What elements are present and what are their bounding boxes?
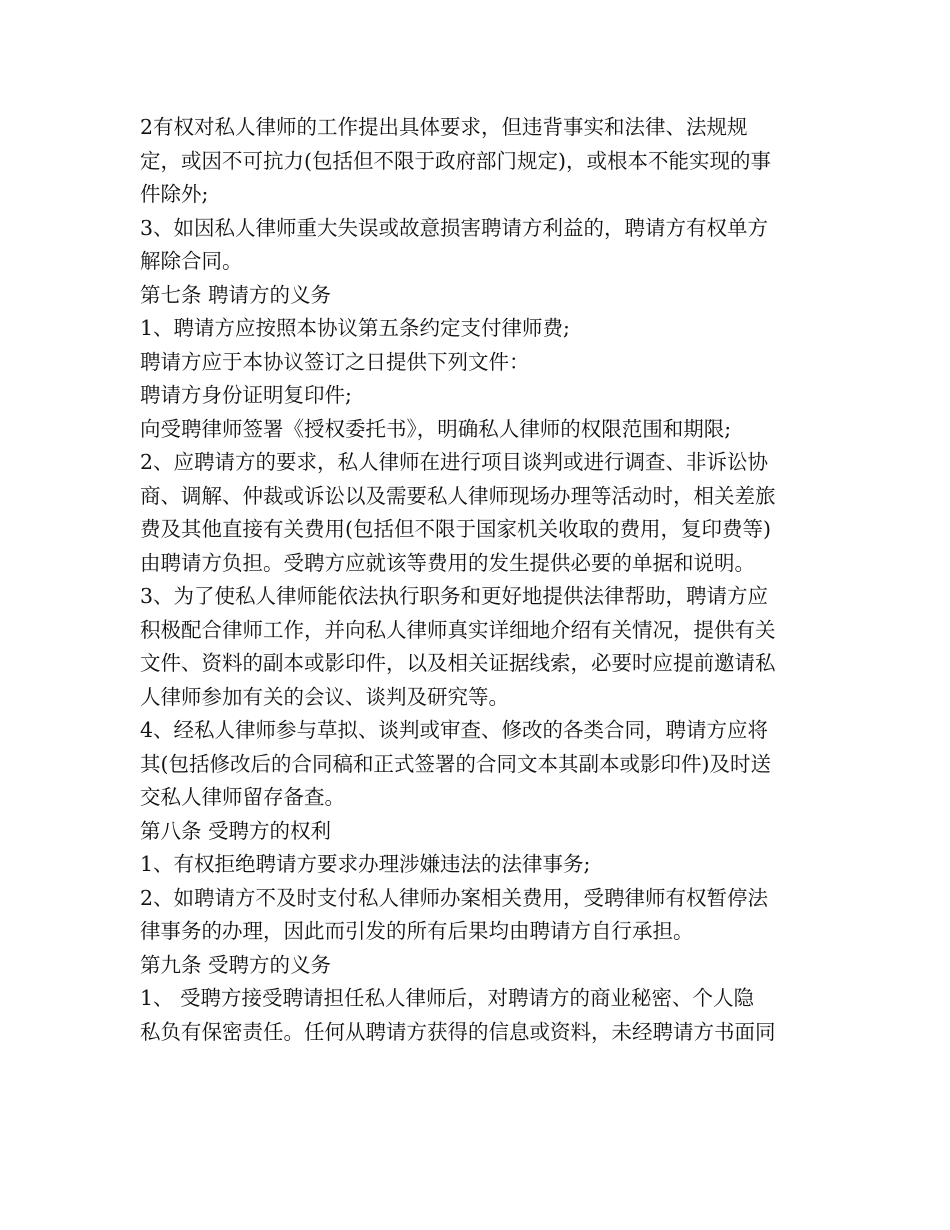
text-line: 解除合同。 — [140, 249, 243, 273]
text-line: 4、经私人律师参与草拟、谈判或审查、修改的各类合同，聘请方应将 — [140, 718, 769, 742]
text-line: 3、如因私人律师重大失误或故意损害聘请方利益的，聘请方有权单方 — [140, 215, 769, 240]
text-line: 费及其他直接有关费用(包括但不限于国家机关收取的费用，复印费等) — [140, 517, 771, 541]
text-line: 聘请方应于本协议签订之日提供下列文件： — [140, 349, 530, 374]
text-line: 定，或因不可抗力(包括但不限于政府部门规定)，或根本不能实现的事 — [140, 148, 771, 173]
text-line: 由聘请方负担。受聘方应就该等费用的发生提供必要的单据和说明。 — [140, 550, 755, 575]
text-line: 1、 受聘方接受聘请担任私人律师后，对聘请方的商业秘密、个人隐 — [140, 986, 755, 1010]
text-line: 律事务的办理，因此而引发的所有后果均由聘请方自行承担。 — [140, 919, 694, 943]
text-line: 2、如聘请方不及时支付私人律师办案相关费用，受聘律师有权暂停法 — [140, 885, 769, 910]
text-line: 其(包括修改后的合同稿和正式签署的合同文本其副本或影印件)及时送 — [140, 751, 771, 776]
section-heading: 第九条 受聘方的义务 — [140, 952, 332, 977]
text-line: 2、应聘请方的要求，私人律师在进行项目谈判或进行调查、非诉讼协 — [140, 450, 769, 474]
text-line: 积极配合律师工作，并向私人律师真实详细地介绍有关情况，提供有关 — [140, 617, 776, 642]
text-line: 3、为了使私人律师能依法执行职务和更好地提供法律帮助，聘请方应 — [140, 584, 769, 608]
text-line: 交私人律师留存备查。 — [140, 785, 345, 809]
text-line: 私负有保密责任。任何从聘请方获得的信息或资料，未经聘请方书面同 — [140, 1019, 776, 1044]
text-line: 2有权对私人律师的工作提出具体要求，但违背事实和法律、法规规 — [140, 115, 748, 139]
text-line: 商、调解、仲裁或诉讼以及需要私人律师现场办理等活动时，相关差旅 — [140, 483, 776, 508]
text-line: 件除外; — [140, 182, 209, 206]
text-line: 聘请方身份证明复印件; — [140, 383, 352, 407]
document-body — [140, 111, 816, 1049]
section-heading: 第七条 聘请方的义务 — [140, 282, 332, 307]
text-line: 1、聘请方应按照本协议第五条约定支付律师费; — [140, 316, 570, 340]
text-line: 文件、资料的副本或影印件，以及相关证据线索，必要时应提前邀请私 — [140, 651, 776, 675]
section-heading: 第八条 受聘方的权利 — [140, 818, 332, 843]
text-line: 1、有权拒绝聘请方要求办理涉嫌违法的法律事务; — [140, 852, 591, 876]
text-line: 向受聘律师签署《授权委托书》，明确私人律师的权限范围和期限; — [140, 416, 732, 441]
text-line: 人律师参加有关的会议、谈判及研究等。 — [140, 684, 509, 709]
